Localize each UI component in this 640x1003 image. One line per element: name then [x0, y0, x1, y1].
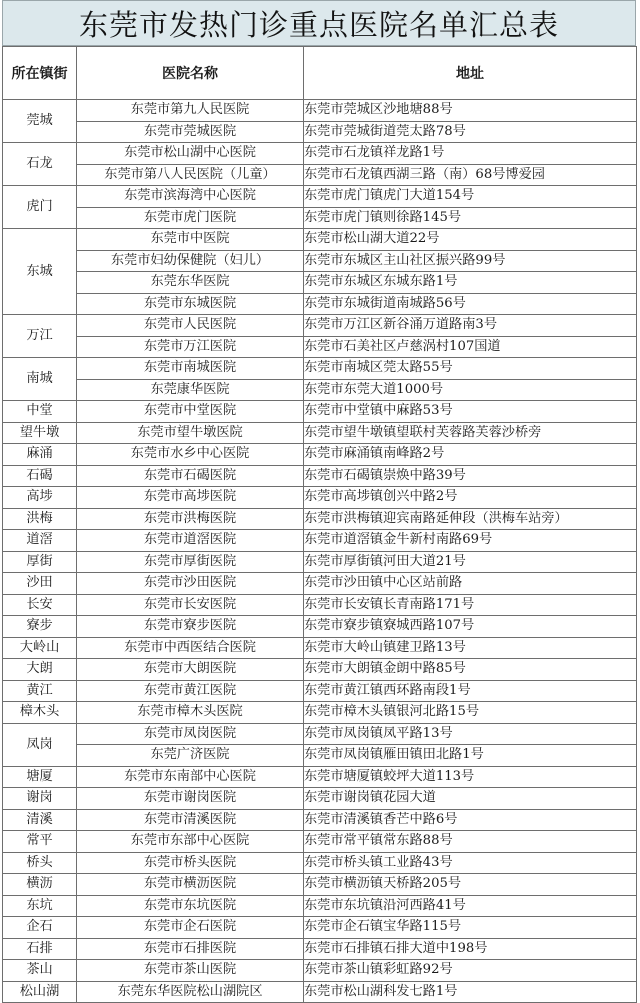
table-row: [3, 831, 637, 853]
cell-town: 南城: [3, 358, 77, 401]
header-town: 所在镇街: [3, 47, 77, 100]
table-row: [3, 229, 637, 251]
cell-hospital: 东莞市横沥医院: [77, 874, 304, 896]
cell-hospital: 东莞市万江医院: [77, 336, 304, 358]
cell-town: 厚街: [3, 551, 77, 573]
cell-town: 寮步: [3, 616, 77, 638]
cell-address: 东莞市塘厦镇蛟坪大道113号: [304, 766, 637, 788]
cell-address: 东莞市谢岗镇花园大道: [304, 788, 637, 810]
cell-hospital: 东莞市第八人民医院（儿童）: [77, 164, 304, 186]
cell-hospital: 东莞市道滘医院: [77, 530, 304, 552]
cell-address: 东莞市大朗镇金朗中路85号: [304, 659, 637, 681]
cell-hospital: 东莞市滨海湾中心医院: [77, 186, 304, 208]
cell-address: 东莞市石龙镇西湖三路（南）68号博爱园: [304, 164, 637, 186]
cell-hospital: 东莞东华医院: [77, 272, 304, 294]
cell-address: 东莞市东坑镇沿河西路41号: [304, 895, 637, 917]
table-row: [3, 616, 637, 638]
cell-hospital: 东莞市茶山医院: [77, 960, 304, 982]
cell-hospital: 东莞康华医院: [77, 379, 304, 401]
table-row: [3, 895, 637, 917]
cell-town: 桥头: [3, 852, 77, 874]
cell-address: 东莞市东城区东城东路1号: [304, 272, 637, 294]
cell-address: 东莞市石美社区卢慈涡村107国道: [304, 336, 637, 358]
cell-town: 塘厦: [3, 766, 77, 788]
table-row: [3, 401, 637, 423]
cell-address: 东莞市樟木头镇银河北路15号: [304, 702, 637, 724]
cell-address: 东莞市高埗镇创兴中路2号: [304, 487, 637, 509]
table-body: [3, 100, 637, 1003]
cell-address: 东莞市凤岗镇雁田镇田北路1号: [304, 745, 637, 767]
cell-hospital: 东莞东华医院松山湖院区: [77, 981, 304, 1003]
cell-hospital: 东莞市水乡中心医院: [77, 444, 304, 466]
cell-town: 常平: [3, 831, 77, 853]
table-row: [3, 702, 637, 724]
cell-town: 麻涌: [3, 444, 77, 466]
cell-hospital: 东莞市洪梅医院: [77, 508, 304, 530]
cell-hospital: 东莞市谢岗医院: [77, 788, 304, 810]
cell-town: 东城: [3, 229, 77, 315]
table-row: [3, 143, 637, 165]
cell-address: 东莞市道滘镇金牛新村南路69号: [304, 530, 637, 552]
cell-town: 高埗: [3, 487, 77, 509]
cell-hospital: 东莞市寮步医院: [77, 616, 304, 638]
cell-town: 石排: [3, 938, 77, 960]
cell-address: 东莞市凤岗镇凤平路13号: [304, 723, 637, 745]
cell-hospital: 东莞市高埗医院: [77, 487, 304, 509]
cell-address: 东莞市南城区莞太路55号: [304, 358, 637, 380]
cell-hospital: 东莞市清溪医院: [77, 809, 304, 831]
table-row: [3, 186, 637, 208]
cell-address: 东莞市大岭山镇建卫路13号: [304, 637, 637, 659]
cell-hospital: 东莞市樟木头医院: [77, 702, 304, 724]
table-row: [3, 723, 637, 745]
cell-town: 万江: [3, 315, 77, 358]
cell-address: 东莞市中堂镇中麻路53号: [304, 401, 637, 423]
cell-address: 东莞市虎门镇则徐路145号: [304, 207, 637, 229]
cell-hospital: 东莞市虎门医院: [77, 207, 304, 229]
table-row: [3, 745, 637, 767]
table-row: [3, 852, 637, 874]
cell-address: 东莞市洪梅镇迎宾南路延伸段（洪梅车站旁）: [304, 508, 637, 530]
cell-town: 樟木头: [3, 702, 77, 724]
cell-address: 东莞市厚街镇河田大道21号: [304, 551, 637, 573]
cell-hospital: 东莞市石排医院: [77, 938, 304, 960]
table-row: [3, 960, 637, 982]
cell-town: 沙田: [3, 573, 77, 595]
cell-town: 黄江: [3, 680, 77, 702]
table-row: [3, 637, 637, 659]
cell-town: 莞城: [3, 100, 77, 143]
table-row: [3, 121, 637, 143]
table-row: [3, 530, 637, 552]
table-row: [3, 659, 637, 681]
table-row: [3, 422, 637, 444]
cell-hospital: 东莞市莞城医院: [77, 121, 304, 143]
cell-hospital: 东莞市东部中心医院: [77, 831, 304, 853]
cell-address: 东莞市东城街道南城路56号: [304, 293, 637, 315]
cell-hospital: 东莞市大朗医院: [77, 659, 304, 681]
cell-town: 东坑: [3, 895, 77, 917]
cell-hospital: 东莞市石碣医院: [77, 465, 304, 487]
cell-hospital: 东莞市东城医院: [77, 293, 304, 315]
table-header-row: [3, 47, 637, 100]
cell-address: 东莞市石排镇石排大道中198号: [304, 938, 637, 960]
cell-town: 石龙: [3, 143, 77, 186]
document-title: 东莞市发热门诊重点医院名单汇总表: [2, 0, 636, 46]
cell-address: 东莞市清溪镇香芒中路6号: [304, 809, 637, 831]
cell-address: 东莞市寮步镇寮城西路107号: [304, 616, 637, 638]
cell-address: 东莞市望牛墩镇望联村芙蓉路芙蓉沙桥旁: [304, 422, 637, 444]
table-row: [3, 938, 637, 960]
cell-town: 横沥: [3, 874, 77, 896]
cell-address: 东莞市长安镇长青南路171号: [304, 594, 637, 616]
cell-address: 东莞市松山湖大道22号: [304, 229, 637, 251]
table-row: [3, 379, 637, 401]
cell-hospital: 东莞市第九人民医院: [77, 100, 304, 122]
cell-hospital: 东莞市中医院: [77, 229, 304, 251]
table-row: [3, 508, 637, 530]
cell-hospital: 东莞市黄江医院: [77, 680, 304, 702]
cell-address: 东莞市黄江镇西环路南段1号: [304, 680, 637, 702]
table-row: [3, 981, 637, 1003]
cell-hospital: 东莞市松山湖中心医院: [77, 143, 304, 165]
table-row: [3, 917, 637, 939]
cell-address: 东莞市莞城区沙地塘88号: [304, 100, 637, 122]
cell-town: 企石: [3, 917, 77, 939]
cell-town: 道滘: [3, 530, 77, 552]
cell-hospital: 东莞市中西医结合医院: [77, 637, 304, 659]
cell-town: 洪梅: [3, 508, 77, 530]
table-row: [3, 766, 637, 788]
cell-town: 中堂: [3, 401, 77, 423]
table-row: [3, 207, 637, 229]
table-row: [3, 315, 637, 337]
table-row: [3, 788, 637, 810]
cell-town: 望牛墩: [3, 422, 77, 444]
table-row: [3, 680, 637, 702]
cell-hospital: 东莞市厚街医院: [77, 551, 304, 573]
table-row: [3, 250, 637, 272]
hospital-table: [2, 46, 637, 1003]
table-row: [3, 336, 637, 358]
cell-address: 东莞市常平镇常东路88号: [304, 831, 637, 853]
cell-hospital: 东莞市中堂医院: [77, 401, 304, 423]
cell-address: 东莞市东城区主山社区振兴路99号: [304, 250, 637, 272]
cell-hospital: 东莞市凤岗医院: [77, 723, 304, 745]
table-row: [3, 164, 637, 186]
cell-hospital: 东莞市东南部中心医院: [77, 766, 304, 788]
cell-address: 东莞市松山湖科发七路1号: [304, 981, 637, 1003]
cell-town: 长安: [3, 594, 77, 616]
cell-address: 东莞市石龙镇祥龙路1号: [304, 143, 637, 165]
cell-address: 东莞市石碣镇崇焕中路39号: [304, 465, 637, 487]
table-row: [3, 809, 637, 831]
cell-town: 清溪: [3, 809, 77, 831]
table-row: [3, 594, 637, 616]
cell-town: 谢岗: [3, 788, 77, 810]
cell-town: 茶山: [3, 960, 77, 982]
cell-address: 东莞市麻涌镇南峰路2号: [304, 444, 637, 466]
cell-address: 东莞市茶山镇彩虹路92号: [304, 960, 637, 982]
cell-hospital: 东莞市人民医院: [77, 315, 304, 337]
cell-town: 凤岗: [3, 723, 77, 766]
table-row: [3, 100, 637, 122]
table-row: [3, 358, 637, 380]
header-hospital: 医院名称: [77, 47, 304, 100]
cell-address: 东莞市企石镇宝华路115号: [304, 917, 637, 939]
cell-town: 松山湖: [3, 981, 77, 1003]
cell-hospital: 东莞市企石医院: [77, 917, 304, 939]
cell-address: 东莞市万江区新谷涌万道路南3号: [304, 315, 637, 337]
cell-hospital: 东莞市南城医院: [77, 358, 304, 380]
cell-hospital: 东莞市妇幼保健院（妇儿）: [77, 250, 304, 272]
cell-address: 东莞市横沥镇天桥路205号: [304, 874, 637, 896]
table-row: [3, 465, 637, 487]
cell-hospital: 东莞广济医院: [77, 745, 304, 767]
cell-hospital: 东莞市沙田医院: [77, 573, 304, 595]
table-row: [3, 444, 637, 466]
table-row: [3, 551, 637, 573]
table-row: [3, 272, 637, 294]
cell-town: 石碣: [3, 465, 77, 487]
cell-address: 东莞市桥头镇工业路43号: [304, 852, 637, 874]
table-row: [3, 293, 637, 315]
cell-hospital: 东莞市望牛墩医院: [77, 422, 304, 444]
cell-address: 东莞市虎门镇虎门大道154号: [304, 186, 637, 208]
cell-town: 大朗: [3, 659, 77, 681]
cell-town: 大岭山: [3, 637, 77, 659]
table-row: [3, 874, 637, 896]
table-row: [3, 573, 637, 595]
cell-address: 东莞市沙田镇中心区站前路: [304, 573, 637, 595]
cell-address: 东莞市莞城街道莞太路78号: [304, 121, 637, 143]
table-row: [3, 487, 637, 509]
cell-address: 东莞市东莞大道1000号: [304, 379, 637, 401]
cell-town: 虎门: [3, 186, 77, 229]
cell-hospital: 东莞市东坑医院: [77, 895, 304, 917]
cell-hospital: 东莞市长安医院: [77, 594, 304, 616]
header-address: 地址: [304, 47, 637, 100]
cell-hospital: 东莞市桥头医院: [77, 852, 304, 874]
